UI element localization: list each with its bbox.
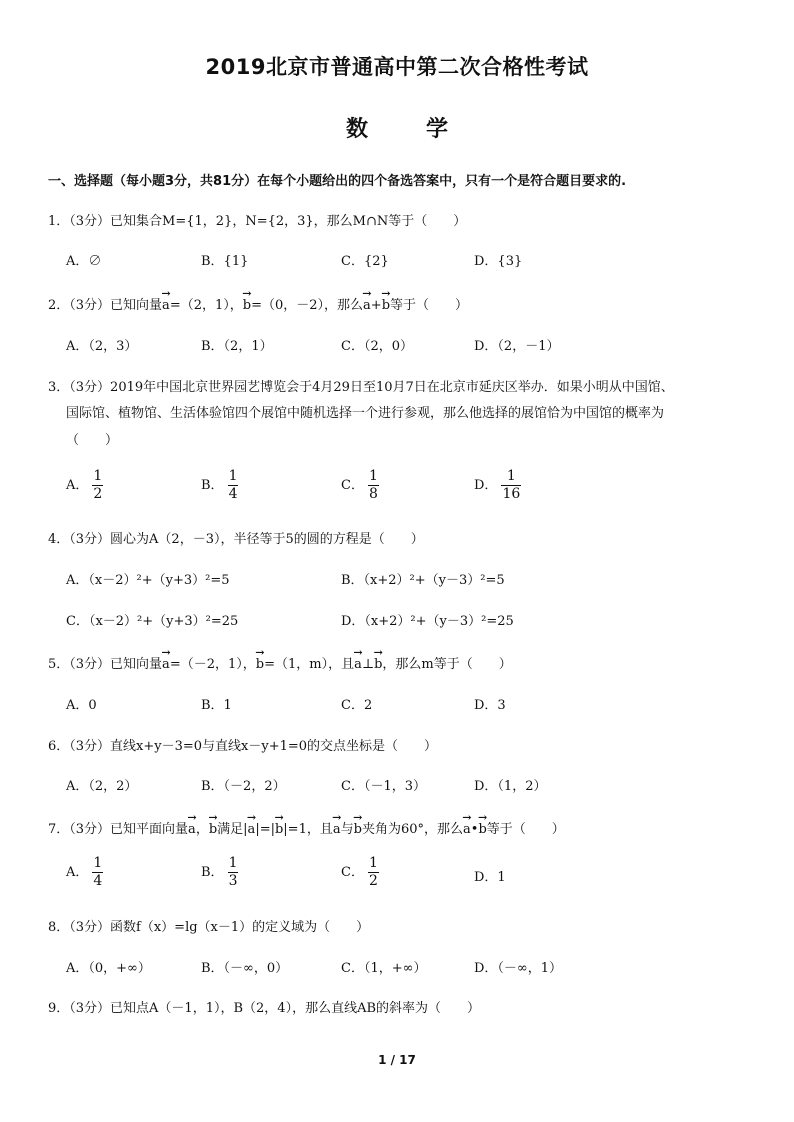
question-3-stem: 3．（3分）2019年中国北京世界园艺博览会于4月29日至10月7日在北京市延庆区举办．如果小明从中国馆、: [48, 380, 674, 395]
question-3-option-c: [341, 469, 379, 501]
stem-text: =（1，m），且: [264, 657, 355, 672]
stem-text: 等于（ ）: [390, 298, 469, 313]
vector-b: → b: [374, 654, 382, 672]
question-4-option-b: B．（x+2）²+（y－3）²=5: [341, 573, 505, 588]
stem-text: +: [370, 298, 382, 313]
vector-b: → b: [382, 295, 390, 313]
fraction: [501, 469, 521, 501]
vector-a: → a: [162, 295, 170, 313]
denominator: 3: [228, 872, 238, 889]
question-5-option-a: A．0: [66, 698, 97, 713]
question-4-option-d: D．（x+2）²+（y－3）²=25: [341, 614, 514, 629]
stem-text: =（0，－2），那么: [251, 298, 364, 313]
vector-a: → a: [333, 819, 341, 837]
stem-text: =（－2，1），: [169, 657, 256, 672]
question-5-option-d: D．3: [474, 698, 506, 713]
fraction: [228, 469, 239, 501]
question-7-option-d: [474, 866, 506, 885]
section-header: 一、选择题（每小题3分，共81分）在每个小题给出的四个备选答案中，只有一个是符合题目要求的.: [48, 174, 627, 189]
question-4-stem: 4．（3分）圆心为A（2，－3），半径等于5的圆的方程是（ ）: [48, 532, 424, 547]
question-1-option-c: C．{2}: [341, 254, 389, 269]
question-1-option-a: A．∅: [66, 254, 102, 269]
question-4-option-a: A．（x－2）²+（y+3）²=5: [66, 573, 230, 588]
question-7-option-c: [341, 856, 379, 888]
question-3-option-a: [66, 469, 103, 501]
question-5-stem: [48, 653, 512, 672]
vector-b: → b: [354, 819, 362, 837]
numerator: 1: [368, 855, 378, 871]
stem-text: 夹角为60°，那么: [361, 822, 463, 837]
stem-text: 7．（3分）已知平面向量: [48, 822, 189, 837]
question-3-option-b: [201, 469, 238, 501]
vector-a: → a: [248, 819, 256, 837]
stem-text: |=1，且: [283, 822, 333, 837]
vector-b: → b: [256, 654, 264, 672]
question-1-option-d: D．{3}: [474, 254, 523, 269]
numerator: 1: [368, 468, 378, 484]
fraction: [92, 469, 103, 501]
question-6-stem: 6．（3分）直线x+y－3=0与直线x－y+1=0的交点坐标是（ ）: [48, 739, 438, 754]
question-7-stem: [48, 818, 565, 837]
question-7-option-a: [66, 856, 103, 888]
question-2-option-c: C．（2，0）: [341, 339, 413, 354]
question-1-option-b: B．{1}: [201, 254, 249, 269]
question-8-option-a: A．（0，+∞）: [66, 961, 151, 976]
vector-a: → a: [363, 295, 371, 313]
question-8-option-b: B．（－∞，0）: [201, 961, 289, 976]
option-label: A．: [66, 477, 89, 493]
denominator: 2: [93, 485, 103, 502]
stem-text: 5．（3分）已知向量: [48, 657, 163, 672]
stem-text: ，: [195, 822, 209, 837]
numerator: 1: [228, 468, 238, 484]
denominator: 16: [502, 485, 521, 502]
question-2-option-d: D．（2，－1）: [474, 339, 560, 354]
option-label: C．: [341, 477, 364, 493]
denominator: 4: [228, 485, 238, 502]
numerator: 1: [228, 855, 238, 871]
option-label: D．1: [474, 870, 506, 885]
subject-char: 学: [426, 117, 449, 142]
fraction: [92, 856, 103, 888]
stem-text: 与: [340, 822, 354, 837]
question-2-option-b: B．（2，1）: [201, 339, 273, 354]
option-label: C．: [341, 864, 364, 880]
stem-text: |=|: [255, 822, 275, 837]
vector-a: → a: [354, 654, 362, 672]
stem-text: ⊥: [361, 657, 375, 672]
question-5-option-c: C．2: [341, 698, 373, 713]
document-title: 2019北京市普通高中第二次合格性考试: [205, 55, 589, 79]
stem-text: 2．（3分）已知向量: [48, 298, 163, 313]
question-3-stem-line2: 国际馆、植物馆、生活体验馆四个展馆中随机选择一个进行参观，那么他选择的展馆恰为中国馆的概率为: [66, 406, 665, 421]
question-6-option-d: D．（1，2）: [474, 779, 547, 794]
page-number: 1 / 17: [378, 1053, 416, 1067]
fraction: [368, 469, 379, 501]
question-8-option-d: D．（－∞，1）: [474, 961, 563, 976]
vector-b: → b: [209, 819, 217, 837]
subject-title: [0, 112, 794, 143]
option-label: B．: [201, 477, 224, 493]
vector-a: → a: [188, 819, 196, 837]
numerator: 1: [93, 468, 103, 484]
question-1-stem: 1．（3分）已知集合M={1，2}，N={2，3}，那么M∩N等于（ ）: [48, 214, 467, 229]
numerator: 1: [506, 468, 516, 484]
question-3-option-d: [474, 469, 521, 501]
question-4-option-c: C．（x－2）²+（y+3）²=25: [66, 614, 239, 629]
denominator: 2: [368, 872, 378, 889]
subject-char: 数: [345, 117, 368, 142]
fraction: [368, 856, 379, 888]
vector-b: → b: [478, 819, 486, 837]
fraction: [228, 856, 239, 888]
denominator: 4: [93, 872, 103, 889]
question-6-option-c: C．（－1，3）: [341, 779, 426, 794]
stem-text: =（2，1），: [169, 298, 243, 313]
stem-text: 等于（ ）: [486, 822, 565, 837]
question-6-option-b: B．（－2，2）: [201, 779, 286, 794]
question-9-stem: 9．（3分）已知点A（－1，1），B（2，4），那么直线AB的斜率为（ ）: [48, 1001, 481, 1016]
question-7-option-b: [201, 856, 238, 888]
question-8-stem: 8．（3分）函数f（x）=lg（x－1）的定义域为（ ）: [48, 920, 370, 935]
question-6-option-a: A．（2，2）: [66, 779, 138, 794]
stem-text: ，那么m等于（ ）: [382, 657, 512, 672]
denominator: 8: [368, 485, 378, 502]
question-3-stem-line3: （ ）: [66, 433, 119, 448]
question-2-stem: [48, 294, 468, 313]
question-2-option-a: A．（2，3）: [66, 339, 138, 354]
question-8-option-c: C．（1，+∞）: [341, 961, 427, 976]
option-label: B．: [201, 864, 224, 880]
question-5-option-b: B．1: [201, 698, 232, 713]
option-label: D．: [474, 477, 498, 493]
stem-text: 满足|: [217, 822, 248, 837]
vector-b: → b: [275, 819, 283, 837]
numerator: 1: [93, 855, 103, 871]
vector-a: → a: [162, 654, 170, 672]
option-label: A．: [66, 864, 89, 880]
stem-text: •: [470, 822, 479, 837]
vector-b: → b: [243, 295, 251, 313]
vector-a: → a: [463, 819, 471, 837]
